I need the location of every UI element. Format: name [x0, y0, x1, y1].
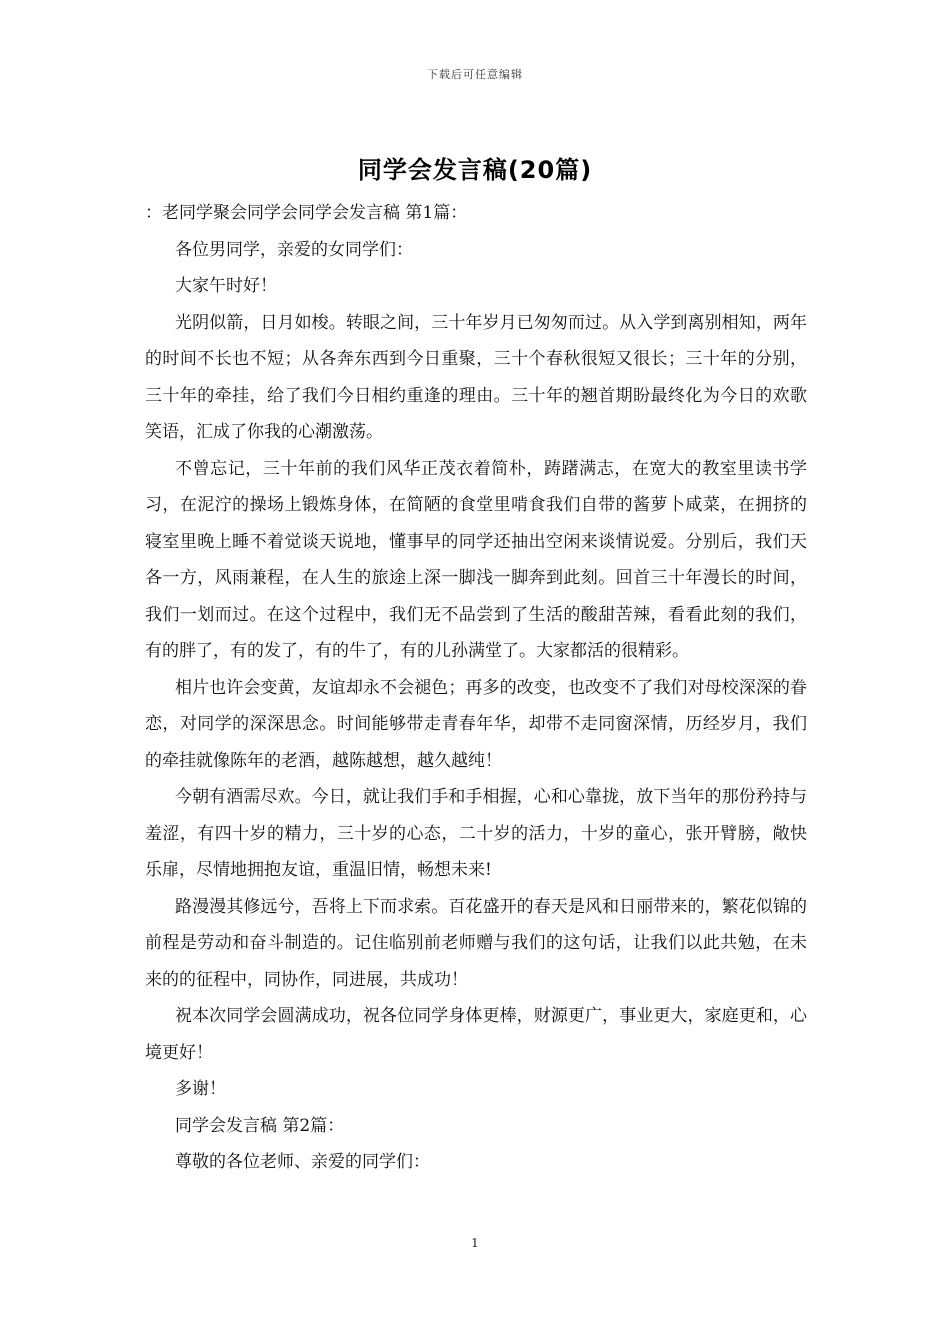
paragraph: 路漫漫其修远兮，吾将上下而求索。百花盛开的春天是风和日丽带来的，繁花似锦的前程是劳动和奋斗制造的。记住临别前老师赠与我们的这句话，让我们以此共勉，在未来的的征程中，同协作，同进展，共成功！: [145, 896, 807, 990]
document-title: 同学会发言稿(20篇): [357, 156, 593, 184]
document-body: [145, 195, 807, 1181]
header-note: 下载后可任意编辑: [427, 68, 523, 81]
paragraph: 大家午时好！: [175, 276, 277, 296]
paragraph: 同学会发言稿 第2篇：: [175, 1115, 345, 1136]
paragraph: 相片也许会变黄，友谊却永不会褪色；再多的改变，也改变不了我们对母校深深的眷恋，对同学的深深思念。时间能够带走青春年华，却带不走同窗深情，历经岁月，我们的牵挂就像陈年的老酒，越陈越想，越久越纯！: [145, 677, 807, 771]
paragraph: 不曾忘记，三十年前的我们风华正茂衣着简朴，踌躇满志，在宽大的教室里读书学习，在泥泞的操场上锻炼身体，在简陋的食堂里啃食我们自带的酱萝卜咸菜，在拥挤的寝室里晚上睡不着觉谈天说地，懂事早的同学还抽出空闲来谈情说爱。分别后，我们天各一方，风雨兼程，在人生的旅途上深一脚浅一脚奔到此刻。回首三十年漫长的时间，我们一划而过。在这个过程中，我们无不品尝到了生活的酸甜苦辣，看看此刻的我们，有的胖了，有的发了，有的牛了，有的儿孙满堂了。大家都活的很精彩。: [145, 458, 807, 661]
paragraph: 各位男同学，亲爱的女同学们：: [175, 239, 413, 260]
paragraph: ：老同学聚会同学会同学会发言稿 第1篇：: [145, 203, 468, 223]
paragraph: 祝本次同学会圆满成功，祝各位同学身体更棒，财源更广，事业更大，家庭更和，心境更好！: [145, 1006, 807, 1063]
paragraph: 光阴似箭，日月如梭。转眼之间，三十年岁月已匆匆而过。从入学到离别相知，两年的时间不长也不短；从各奔东西到今日重聚，三十个春秋很短又很长；三十年的分别，三十年的牵挂，给了我们今日相约重逢的理由。三十年的翘首期盼最终化为今日的欢歌笑语，汇成了你我的心潮激荡。: [145, 312, 807, 442]
paragraph: 今朝有酒需尽欢。今日，就让我们手和手相握，心和心靠拢，放下当年的那份矜持与羞涩，有四十岁的精力，三十岁的心态，二十岁的活力，十岁的童心，张开臂膀，敞快乐扉，尽情地拥抱友谊，重温旧情，畅想未来!: [145, 787, 807, 880]
paragraph: 多谢！: [175, 1079, 226, 1099]
paragraph: 尊敬的各位老师、亲爱的同学们：: [175, 1152, 430, 1172]
page-number: 1: [471, 1236, 479, 1250]
